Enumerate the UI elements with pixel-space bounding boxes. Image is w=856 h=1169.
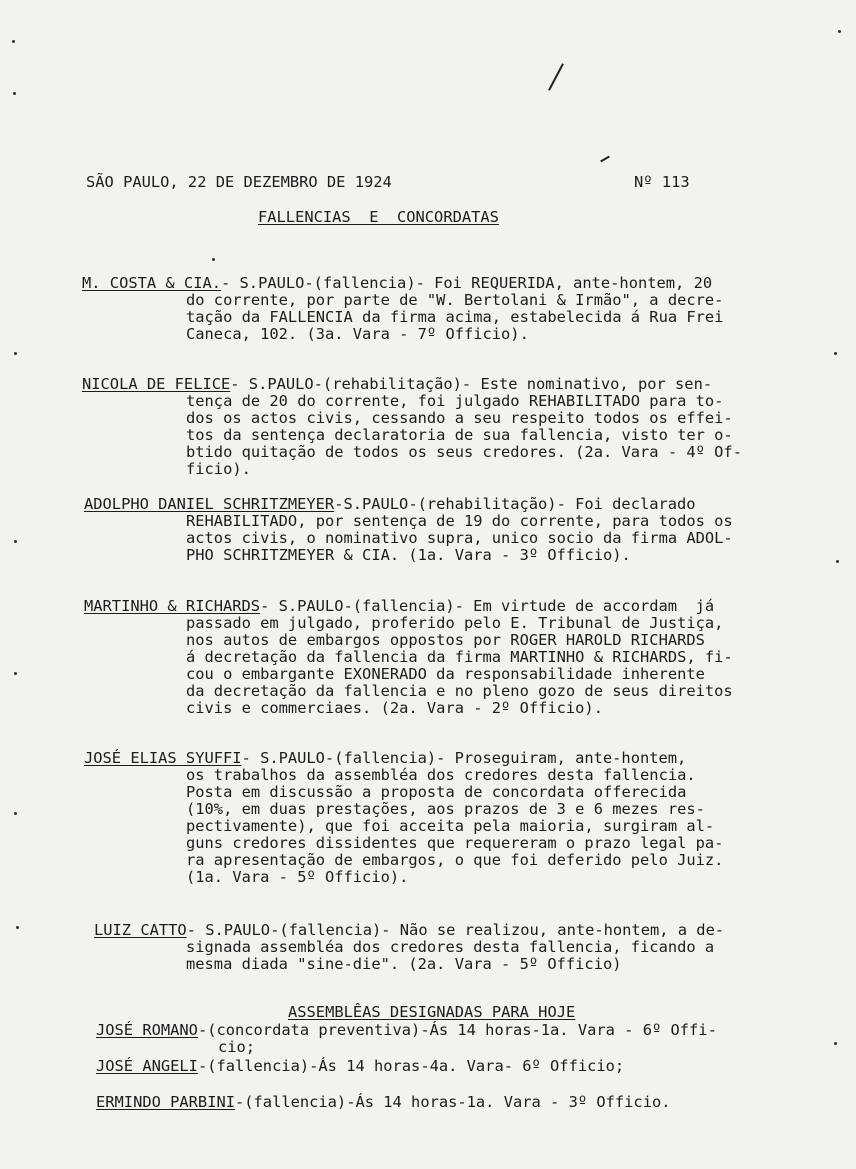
entry-text: da decretação da fallencia e no pleno gozo de seus direitos bbox=[186, 682, 733, 700]
entry-text: PHO SCHRITZMEYER & CIA. (1a. Vara - 3º Officio). bbox=[186, 546, 631, 564]
entry-text: civis e commerciaes. (2a. Vara - 2º Officio). bbox=[186, 699, 603, 717]
entry-text: á decretação da fallencia da firma MARTINHO & RICHARDS, fi- bbox=[186, 648, 733, 666]
entry-text: - S.PAULO-(fallencia)- Em virtude de accordam já bbox=[260, 597, 715, 615]
entry-name: M. COSTA & CIA. bbox=[82, 274, 221, 292]
assembly-text: -(fallencia)-Ás 14 horas-1a. Vara - 3º Officio. bbox=[235, 1093, 671, 1111]
bulletin-number: Nº 113 bbox=[634, 173, 690, 191]
entry-text: pectivamente), que foi acceita pela maioria, surgiram al- bbox=[186, 817, 715, 835]
entry-text: -S.PAULO-(rehabilitação)- Foi declarado bbox=[334, 495, 696, 513]
assembly-text: cio; bbox=[218, 1038, 256, 1056]
entry-text: signada assembléa dos credores desta fallencia, ficando a bbox=[186, 938, 715, 956]
entry-text: REHABILITADO, por sentença de 19 do corrente, para todos os bbox=[186, 512, 733, 530]
entry-text: do corrente, por parte de "W. Bertolani & Irmão", a decre- bbox=[186, 291, 724, 309]
assembly-text: -(concordata preventiva)-Ás 14 horas-1a. Vara - 6º Offi- bbox=[197, 1021, 717, 1039]
entry-text: (10%, em duas prestações, aos prazos de 3 e 6 mezes res- bbox=[186, 800, 705, 818]
assembly-name: ERMINDO PARBINI bbox=[96, 1093, 235, 1111]
assembly-item bbox=[96, 1058, 624, 1075]
entry-text: nos autos de embargos oppostos por ROGER HAROLD RICHARDS bbox=[186, 631, 705, 649]
section-title: FALLENCIAS E CONCORDATAS bbox=[258, 208, 499, 226]
assembly-item bbox=[96, 1022, 717, 1039]
pen-tick-mark bbox=[600, 156, 610, 163]
entry-text: Posta em discussão a proposta de concordata offerecida bbox=[186, 783, 687, 801]
entry-text: btido quitação de todos os seus credores. (2a. Vara - 4º Of- bbox=[186, 443, 742, 461]
assembly-name: JOSÉ ROMANO bbox=[96, 1021, 198, 1039]
entry-text: tos da sentença declaratoria de sua fallencia, visto ter o- bbox=[186, 426, 733, 444]
entry-first-line bbox=[82, 275, 712, 292]
entry-text: mesma diada "sine-die". (2a. Vara - 5º Officio) bbox=[186, 955, 622, 973]
entry-name: LUIZ CATTO bbox=[94, 921, 187, 939]
entry-text: passado em julgado, proferido pelo E. Tribunal de Justiça, bbox=[186, 614, 724, 632]
pen-stroke-mark bbox=[548, 63, 564, 90]
entry-text: dos os actos civis, cessando a seu respeito todos os effei- bbox=[186, 409, 733, 427]
entry-text: (1a. Vara - 5º Officio). bbox=[186, 868, 409, 886]
place-date: SÃO PAULO, 22 DE DEZEMBRO DE 1924 bbox=[86, 173, 392, 191]
entry-text: - S.PAULO-(fallencia)- Foi REQUERIDA, ante-hontem, 20 bbox=[221, 274, 713, 292]
entry-text: - S.PAULO-(rehabilitação)- Este nominativo, por sen- bbox=[230, 375, 713, 393]
entry-text: - S.PAULO-(fallencia)- Proseguiram, ante-hontem, bbox=[241, 749, 687, 767]
entry-text: tença de 20 do corrente, foi julgado REHABILITADO para to- bbox=[186, 392, 724, 410]
entry-text: Caneca, 102. (3a. Vara - 7º Officio). bbox=[186, 325, 529, 343]
entry-name: ADOLPHO DANIEL SCHRITZMEYER bbox=[84, 495, 335, 513]
entry-text: os trabalhos da assembléa dos credores desta fallencia. bbox=[186, 766, 696, 784]
entry-text: - S.PAULO-(fallencia)- Não se realizou, ante-hontem, a de- bbox=[186, 921, 725, 939]
assembly-name: JOSÉ ANGELI bbox=[96, 1057, 198, 1075]
entry-first-line bbox=[94, 922, 724, 939]
entry-text: ra apresentação de embargos, o que foi deferido pelo Juiz. bbox=[186, 851, 724, 869]
entry-text: ficio). bbox=[186, 460, 251, 478]
entry-first-line bbox=[84, 598, 714, 615]
assemblies-title: ASSEMBLÊAS DESIGNADAS PARA HOJE bbox=[288, 1003, 576, 1021]
entry-first-line bbox=[84, 496, 696, 513]
entry-text: actos civis, o nominativo supra, unico socio da firma ADOL- bbox=[186, 529, 733, 547]
entry-text: guns credores dissidentes que requereram o prazo legal pa- bbox=[186, 834, 724, 852]
entry-text: tação da FALLENCIA da firma acima, estabelecida á Rua Frei bbox=[186, 308, 724, 326]
entry-name: NICOLA DE FELICE bbox=[82, 375, 231, 393]
entry-first-line bbox=[84, 750, 686, 767]
entry-name: MARTINHO & RICHARDS bbox=[84, 597, 261, 615]
assembly-text: -(fallencia)-Ás 14 horas-4a. Vara- 6º Officio; bbox=[197, 1057, 625, 1075]
entry-text: cou o embargante EXONERADO da responsabilidade inherente bbox=[186, 665, 705, 683]
entry-first-line bbox=[82, 376, 712, 393]
assembly-item bbox=[96, 1094, 671, 1111]
entry-name: JOSÉ ELIAS SYUFFI bbox=[84, 749, 242, 767]
